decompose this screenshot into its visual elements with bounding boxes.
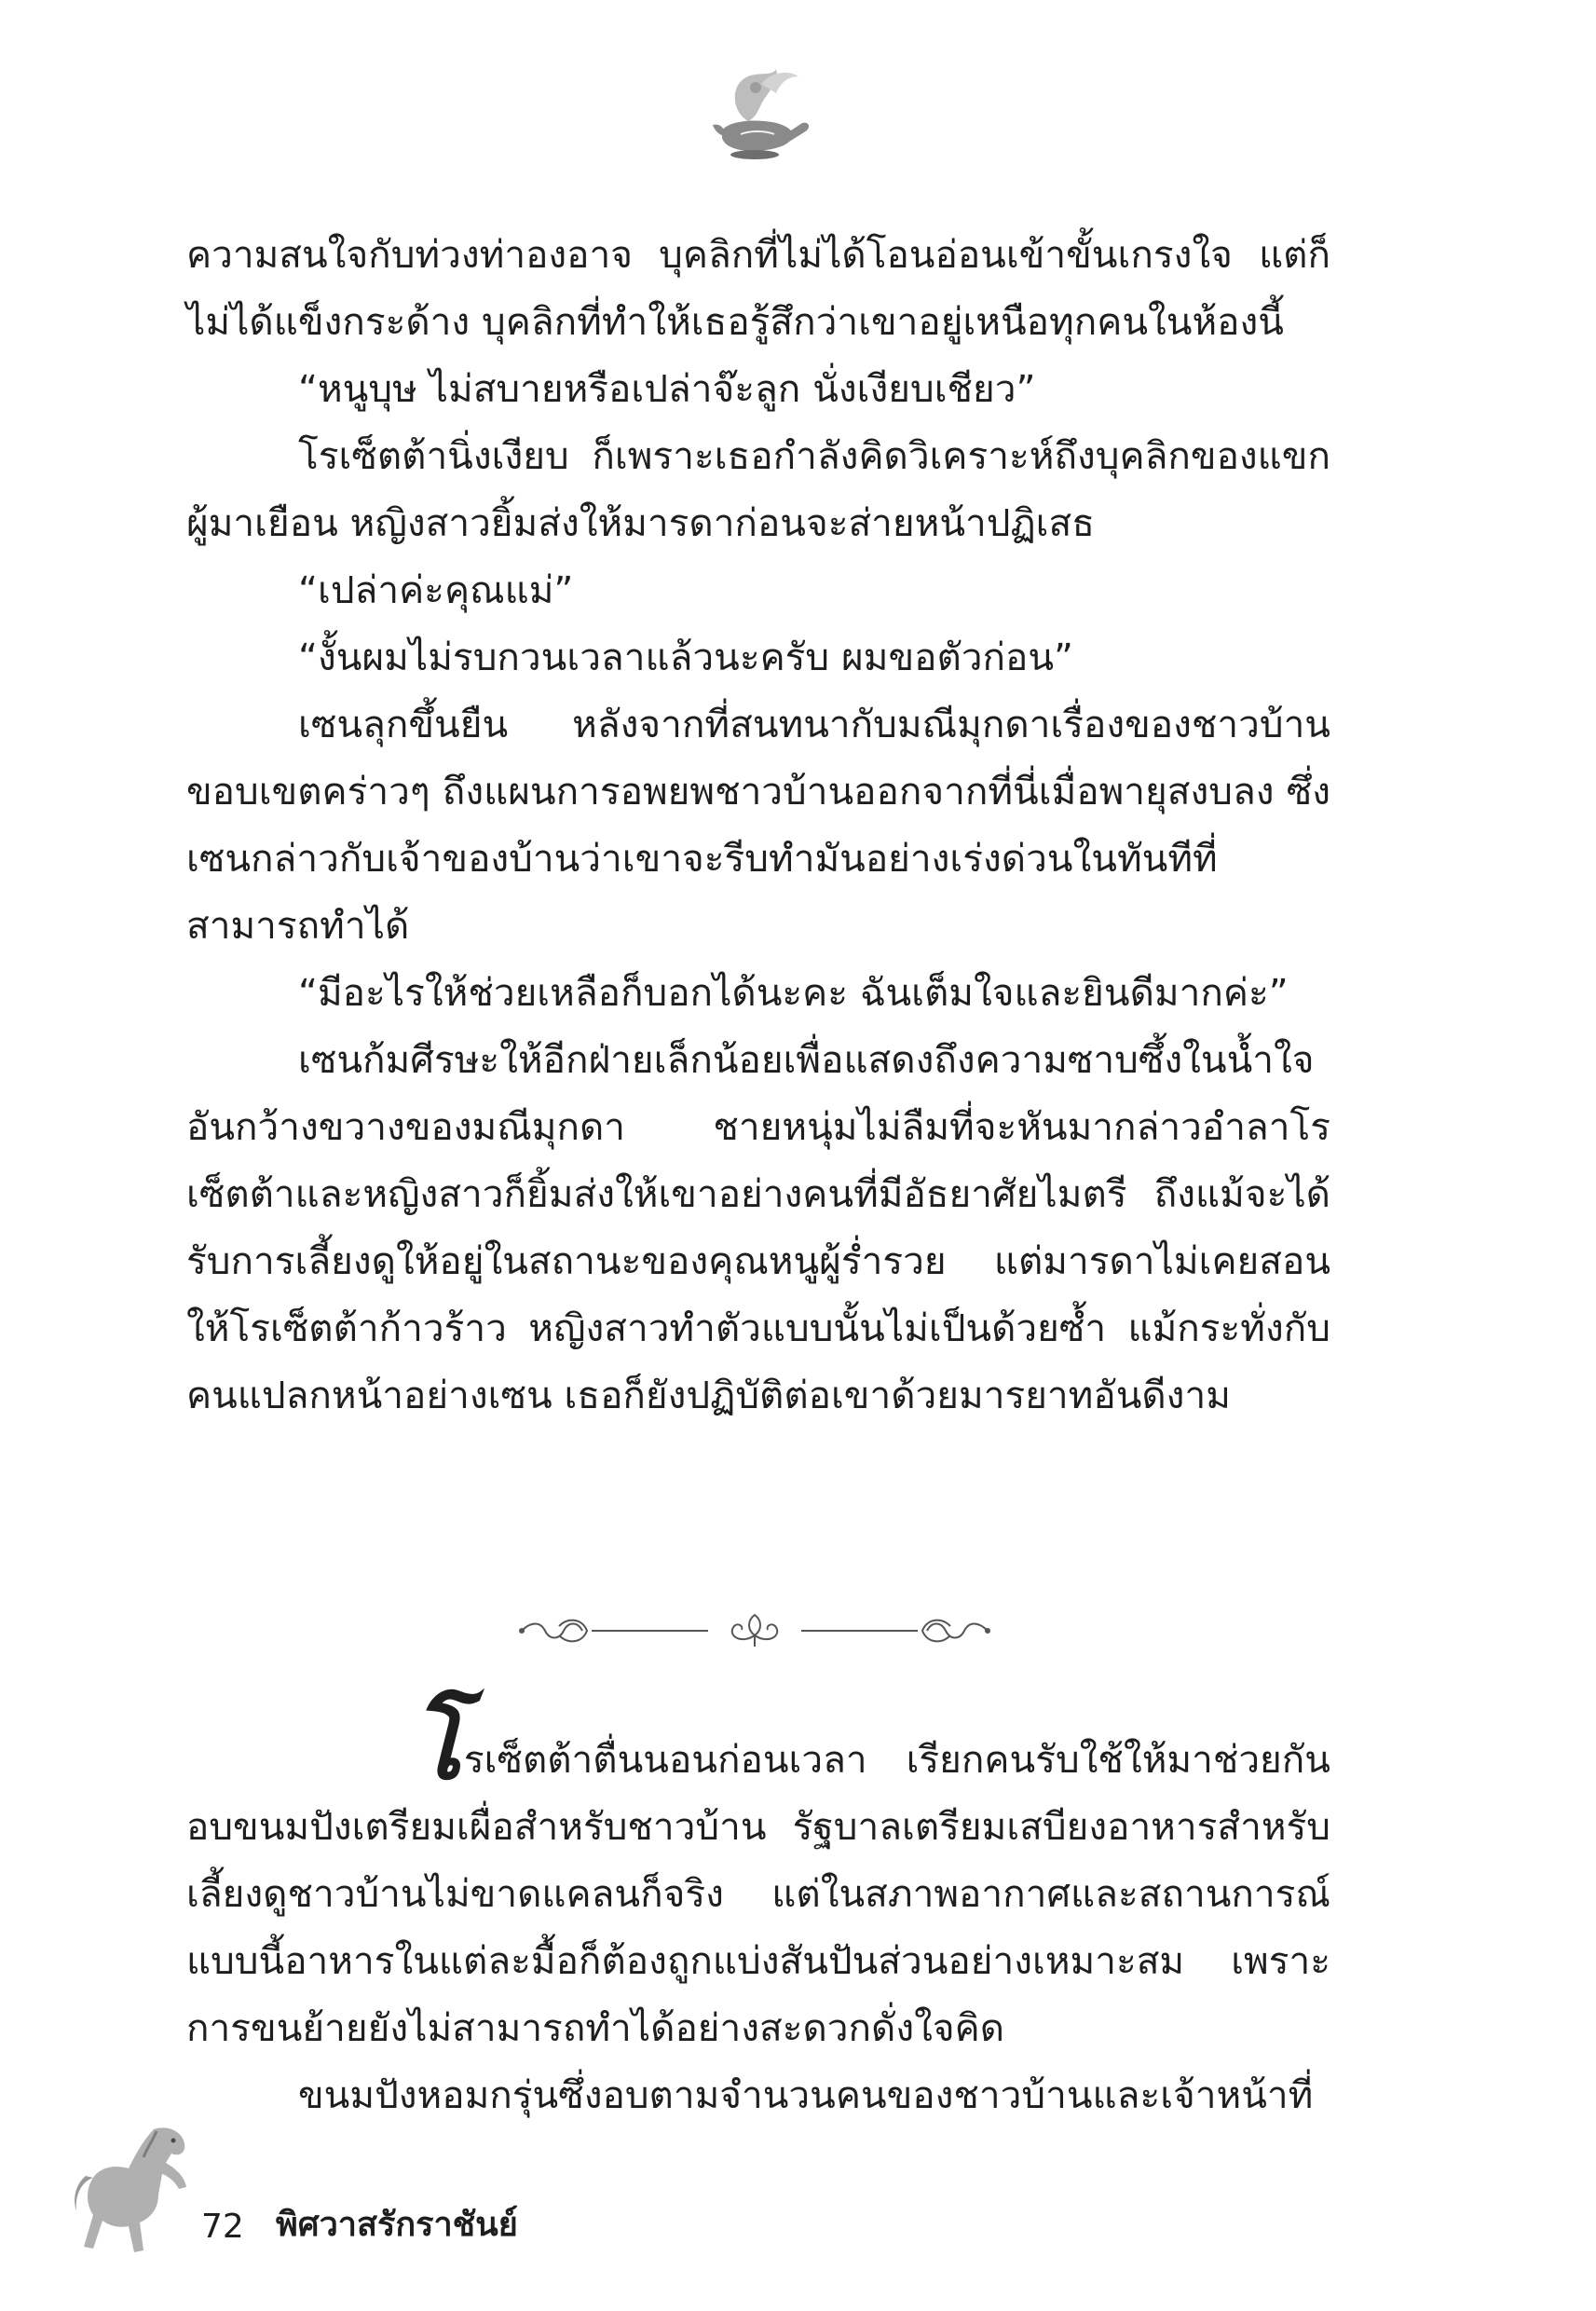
paragraph: เซนลุกขึ้นยืน หลังจากที่สนทนากับมณีมุกดาเรื่องของชาวบ้านขอบเขตคร่าวๆ ถึงแผนการอพยพชาวบ้านออกจากที่นี่เมื่อพายุสงบลง ซึ่งเซนกล่าวกับเจ้าของบ้านว่าเขาจะรีบทำมันอย่างเร่งด่วนในทันทีที่สามารถทำได้: [186, 702, 1330, 948]
paragraph: เซนก้มศีรษะให้อีกฝ่ายเล็กน้อยเพื่อแสดงถึงความซาบซึ้งในน้ำใจอันกว้างขวางของมณีมุกดา ชายหนุ่มไม่ลืมที่จะหันมากล่าวอำลาโรเซ็ตต้าและหญิงสาวก็ยิ้มส่งให้เขาอย่างคนที่มีอัธยาศัยไมตรี ถึงแม้จะได้รับการเลี้ยงดูให้อยู่ในสถานะของคุณหนูผู้ร่ำรวย แต่มารดาไม่เคยสอนให้โรเซ็ตต้าก้าวร้าว หญิงสาวทำตัวแบบนั้นไม่เป็นด้วยซ้ำ แม้กระทั่งกับคนแปลกหน้าอย่างเซน เธอก็ยังปฏิบัติต่อเขาด้วยมารยาทอันดีงาม: [186, 1037, 1330, 1417]
paragraph: “เปล่าค่ะคุณแม่”: [298, 567, 574, 612]
paragraph: “หนูบุษ ไม่สบายหรือเปล่าจ๊ะลูก นั่งเงียบเชียว”: [298, 366, 1036, 411]
genie-lamp-icon: [694, 56, 815, 168]
paragraph: “งั้นผมไม่รบกวนเวลาแล้วนะครับ ผมขอตัวก่อน”: [298, 635, 1074, 679]
book-title: พิศวาสรักราชันย์: [276, 2206, 518, 2244]
paragraph: “มีอะไรให้ช่วยเหลือก็บอกได้นะคะ ฉันเต็มใจและยินดีมากค่ะ”: [298, 970, 1289, 1015]
flourish-divider-icon: [503, 1607, 1006, 1654]
paragraph-text: รเซ็ตต้าตื่นนอนก่อนเวลา เรียกคนรับใช้ให้มาช่วยกันอบขนมปังเตรียมเผื่อสำหรับชาวบ้าน รัฐบาลเตรียมเสบียงอาหารสำหรับเลี้ยงดูชาวบ้านไม่ขาดแคลนก็จริง แต่ในสภาพอากาศและสถานการณ์แบบนี้อาหารในแต่ละมื้อก็ต้องถูกแบ่งสันปันส่วนอย่างเหมาะสม เพราะการขนย้ายยังไม่สามารถทำได้อย่างสะดวกดั่งใจคิด: [186, 1737, 1330, 2050]
paragraph: ขนมปังหอมกรุ่นซึ่งอบตามจำนวนคนของชาวบ้านและเจ้าหน้าที่: [298, 2072, 1314, 2117]
paragraph: ความสนใจกับท่วงท่าองอาจ บุคลิกที่ไม่ได้โอนอ่อนเข้าขั้นเกรงใจ แต่ก็ไม่ได้แข็งกระด้าง บุคลิกที่ทำให้เธอรู้สึกว่าเขาอยู่เหนือทุกคนในห้องนี้: [186, 232, 1330, 344]
page-number: 72: [201, 2208, 244, 2246]
paragraph: โรเซ็ตต้านิ่งเงียบ ก็เพราะเธอกำลังคิดวิเคราะห์ถึงบุคลิกของแขกผู้มาเยือน หญิงสาวยิ้มส่งให้มารดาก่อนจะส่ายหน้าปฏิเสธ: [186, 433, 1330, 545]
paragraph: [186, 1687, 1330, 2061]
drop-cap: โ: [410, 1687, 462, 1801]
body-text-top: [186, 221, 1330, 1429]
horse-icon: [65, 2111, 205, 2260]
body-text-section-2: [186, 1687, 1330, 2128]
